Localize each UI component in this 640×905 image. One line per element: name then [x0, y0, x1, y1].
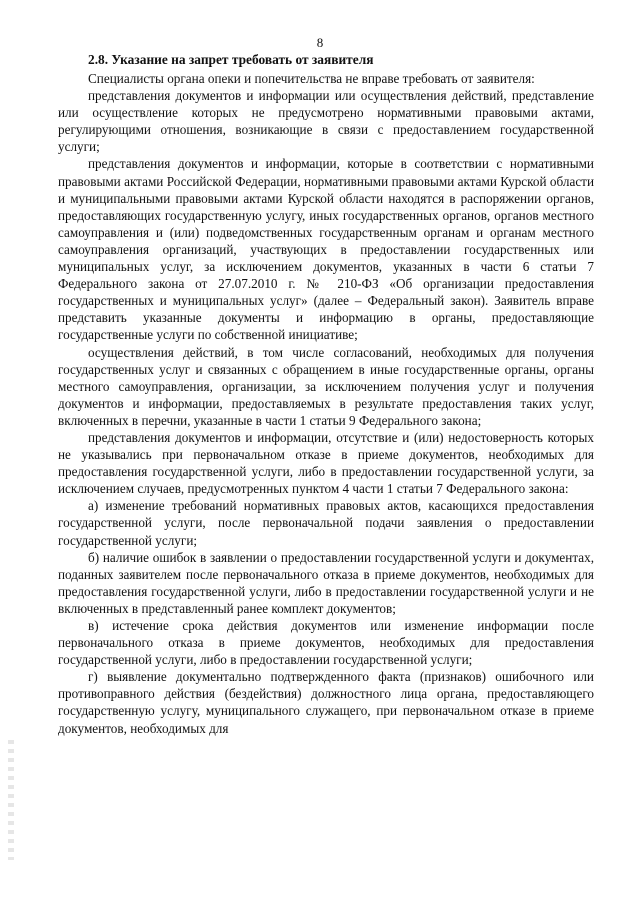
paragraph-subitem-a: а) изменение требований нормативных правовых актов, касающихся предоставления государственной услуги, после первоначальной подачи заявления о предоставлении государственной услуги; [58, 498, 594, 548]
margin-stamp-mark [8, 740, 14, 860]
paragraph-item-2: представления документов и информации, которые в соответствии с нормативными правовыми актами Российской Федерации, нормативными правовыми актами Курской области и муниципальными правовыми актами Курской области находятся в распоряжении органов, предоставляющих государственную услугу, иных государственных органов, органов местного самоуправления и (или) подведомственных государственным органам и органам местного самоуправления организаций, участвующих в предоставлении государственных или муниципальных услуг, за исключением документов, указанных в части 6 статьи 7 Федерального закона от 27.07.2010 г. № 210-ФЗ «Об организации предоставления государственных и муниципальных услуг» (далее – Федеральный закон). Заявитель вправе представить указанные документы и информацию в органы, предоставляющие государственные услуги по собственной инициативе; [58, 156, 594, 343]
paragraph-subitem-b: б) наличие ошибок в заявлении о предоставлении государственной услуги и документах, поданных заявителем после первоначального отказа в приеме документов, необходимых для предоставления государственной услуги, либо в предоставлении государственной услуги и не включенных в представленный ранее комплект документов; [58, 549, 594, 616]
paragraph-item-4: представления документов и информации, отсутствие и (или) недостоверность которых не указывались при первоначальном отказе в приеме документов, необходимых для предоставления государственной услуги, либо в предоставлении государственной услуги, за исключением случаев, предусмотренных пунктом 4 части 1 статьи 7 Федерального закона: [58, 429, 594, 497]
document-body [58, 51, 594, 737]
page-number: 8 [316, 35, 324, 50]
paragraph-intro: Специалисты органа опеки и попечительства не вправе требовать от заявителя: [88, 71, 535, 86]
paragraph-subitem-g: г) выявление документально подтвержденного факта (признаков) ошибочного или противоправного действия (бездействия) должностного лица органа, предоставляющего государственную услугу, муниципального служащего, при первоначальном отказе в приеме документов, необходимых для [58, 669, 594, 736]
section-heading: 2.8. Указание на запрет требовать от заявителя [88, 52, 374, 67]
paragraph-item-1: представления документов и информации или осуществления действий, представление или осуществление которых не предусмотрено нормативными правовыми актами, регулирующими отношения, возникающие в связи с предоставлением государственной услуги; [58, 88, 594, 155]
paragraph-item-3: осуществления действий, в том числе согласований, необходимых для получения государственных услуг и связанных с обращением в иные государственные органы, органы местного самоуправления, организации, за исключением получения услуг и получения документов и информации, предоставляемых в результате предоставления таких услуг, включенных в перечни, указанные в части 1 статьи 9 Федерального закона; [58, 344, 594, 428]
paragraph-subitem-v: в) истечение срока действия документов или изменение информации после первоначального отказа в приеме документов, необходимых для предоставления государственной услуги, либо в предоставлении государственной услуги; [58, 618, 594, 668]
